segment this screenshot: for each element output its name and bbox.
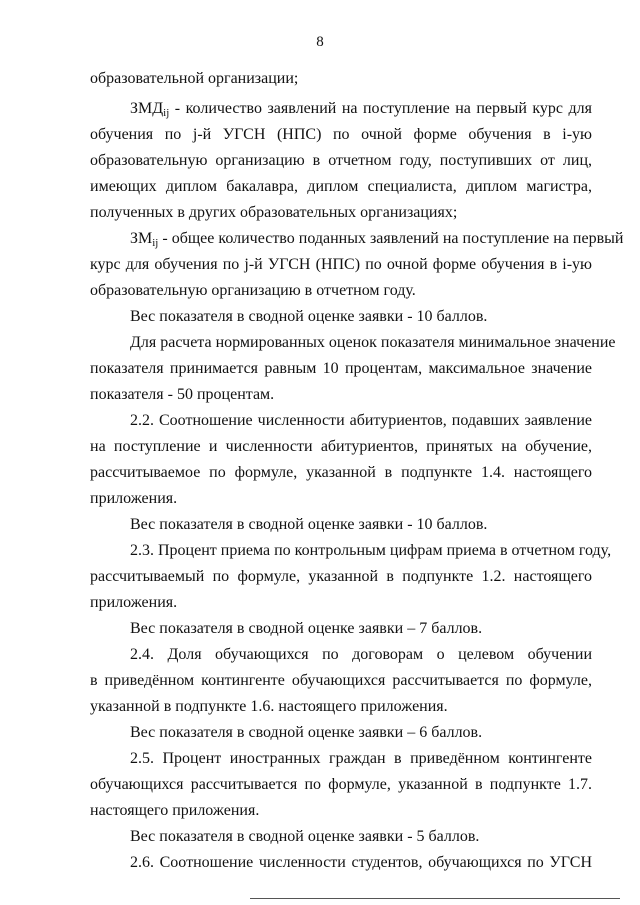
- text-line: имеющих диплом бакалавра, диплом специалиста, диплом магистра,: [90, 178, 592, 195]
- text-line: Вес показателя в сводной оценке заявки - 10 баллов.: [130, 516, 488, 533]
- text-line: 2.6. Соотношение численности студентов, обучающихся по УГСН: [130, 854, 592, 871]
- text-line: настоящего приложения.: [90, 802, 260, 819]
- text-line: образовательную организацию в отчетном году, поступивших от лиц,: [90, 152, 592, 169]
- text-line: в приведённом контингенте обучающихся рассчитывается по формуле,: [90, 672, 592, 689]
- text-line: 2.5. Процент иностранных граждан в приведённом контингенте: [130, 750, 592, 767]
- page-number: 8: [316, 34, 324, 50]
- text-line: рассчитываемое по формуле, указанной в подпункте 1.4. настоящего: [90, 464, 592, 481]
- text-line: показателя принимается равным 10 процентам, максимальное значение: [90, 360, 592, 377]
- term-subscript: ij: [152, 237, 159, 249]
- text-line: обучения по j-й УГСН (НПС) по очной форме обучения в i-ую: [90, 126, 592, 143]
- text-line: на поступление и численности абитуриентов, принятых на обучение,: [90, 438, 592, 455]
- text-line: образовательной организации;: [90, 70, 299, 87]
- term-subscript: ij: [163, 107, 170, 119]
- text-line: курс для обучения по j-й УГСН (НПС) по очной форме обучения в i-ую: [90, 256, 592, 273]
- text-line: обучающихся рассчитывается по формуле, указанной в подпункте 1.7.: [90, 776, 592, 793]
- text-line: рассчитываемый по формуле, указанной в подпункте 1.2. настоящего: [90, 568, 592, 585]
- text-line: образовательную организацию в отчетном году.: [90, 282, 416, 299]
- text-line: 2.2. Соотношение численности абитуриентов, подавших заявление: [130, 412, 592, 429]
- text-line: приложения.: [90, 594, 178, 611]
- text-line: Вес показателя в сводной оценке заявки – 6 баллов.: [130, 724, 483, 741]
- text-line: Вес показателя в сводной оценке заявки - 10 баллов.: [130, 308, 488, 325]
- text-line: Вес показателя в сводной оценке заявки - 5 баллов.: [130, 828, 480, 845]
- scan-edge-divider: [250, 898, 620, 899]
- term-zm: ЗМ: [130, 230, 153, 247]
- text-line: показателя - 50 процентам.: [90, 386, 275, 403]
- term-zmd: ЗМД: [130, 100, 164, 117]
- text-line: $ЗМ_{ij}$ - общее количество поданных заявлений на поступление на первый: [130, 230, 624, 249]
- text-line: $ЗМД_{ij}$ - количество заявлений на поступление на первый курс для: [130, 100, 592, 119]
- text-line: приложения.: [90, 490, 178, 507]
- text-line: 2.3. Процент приема по контрольным цифрам приема в отчетном году,: [130, 542, 612, 559]
- text-line: 2.4. Доля обучающихся по договорам о целевом обучении: [130, 646, 592, 663]
- text-line: Вес показателя в сводной оценке заявки – 7 баллов.: [130, 620, 483, 637]
- text-line: Для расчета нормированных оценок показателя минимальное значение: [130, 334, 616, 351]
- text-line: полученных в других образовательных организациях;: [90, 204, 458, 221]
- text-line: указанной в подпункте 1.6. настоящего приложения.: [90, 698, 448, 715]
